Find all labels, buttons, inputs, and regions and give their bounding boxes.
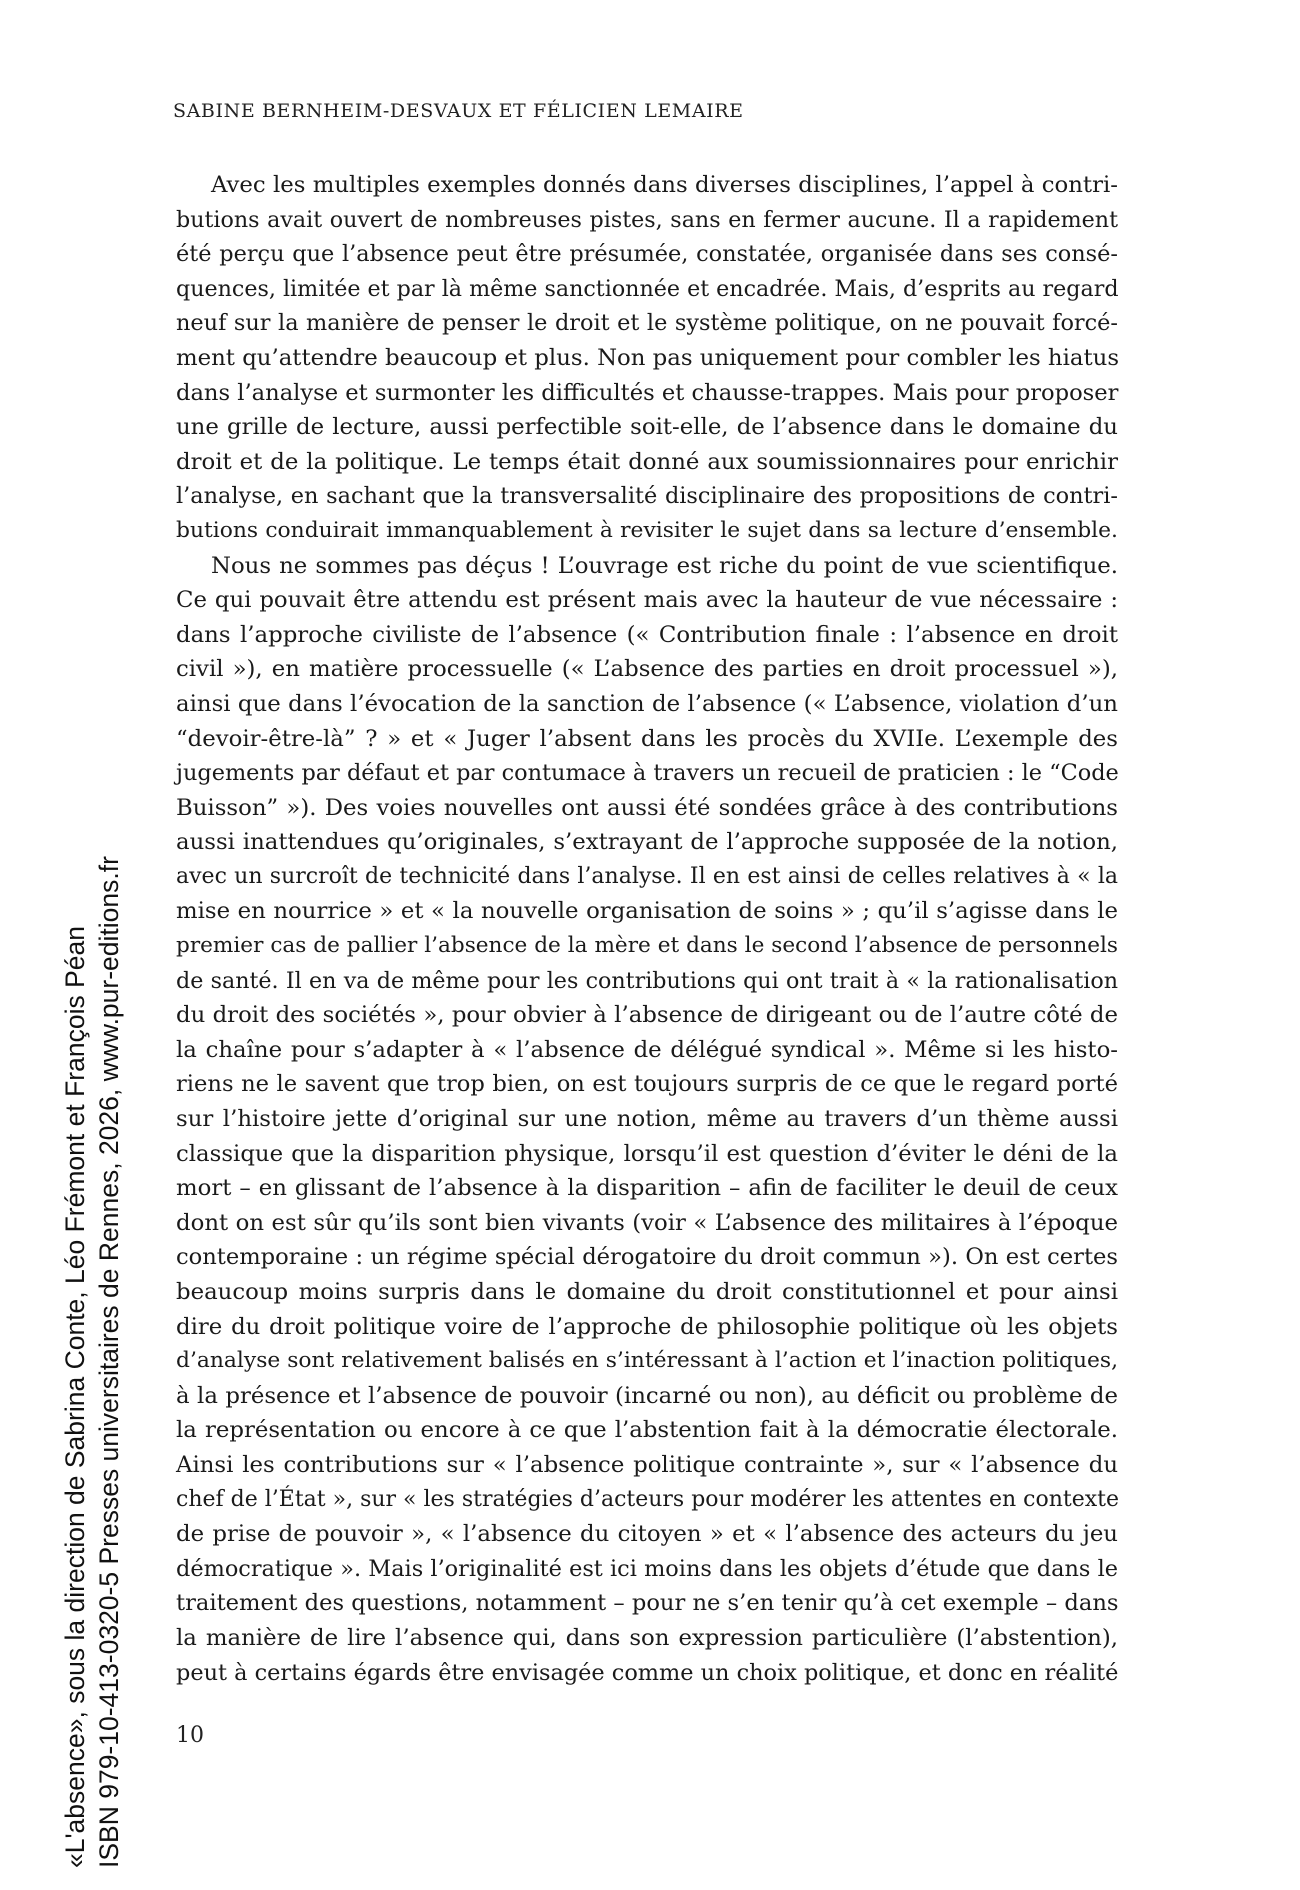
text-line: avec un surcroît de technicité dans l’analyse. Il en est ainsi de celles relatives à « la (176, 863, 1118, 889)
text-line: droit et de la politique. Le temps était donné aux soumissionnaires pour enrichir (176, 448, 1118, 475)
text-line: “devoir-être-là” ? » et « Juger l’absent dans les procès du XVIIe. L’exemple des (176, 725, 1118, 752)
running-head: SABINE BERNHEIM-DESVAUX ET FÉLICIEN LEMAIRE (173, 100, 744, 122)
text-line: classique que la disparition physique, lorsqu’il est question d’éviter le déni de la (176, 1140, 1118, 1167)
text-line: démocratique ». Mais l’originalité est ici moins dans les objets d’étude que dans le (176, 1555, 1118, 1582)
text-line: été perçu que l’absence peut être présumée, constatée, organisée dans ses consé- (176, 241, 1118, 268)
text-line: la manière de lire l’absence qui, dans son expression particulière (l’abstention), (176, 1624, 1118, 1651)
side-credit (58, 856, 126, 1868)
text-line: quences, limitée et par là même sanctionnée et encadrée. Mais, d’esprits au regard (176, 275, 1119, 302)
text-line: premier cas de pallier l’absence de la mère et dans le second l’absence de personnels (176, 933, 1118, 959)
text-line: la chaîne pour s’adapter à « l’absence de délégué syndical ». Même si les histo- (176, 1036, 1118, 1063)
text-line: Avec les multiples exemples donnés dans diverses disciplines, l’appel à contri- (211, 172, 1118, 198)
text-line: butions conduirait immanquablement à revisiter le sujet dans sa lecture d’ensemble. (176, 517, 1118, 543)
text-line: la représentation ou encore à ce que l’abstention fait à la démocratie électorale. (176, 1417, 1118, 1444)
text-line: Buisson” »). Des voies nouvelles ont aussi été sondées grâce à des contributions (176, 794, 1118, 821)
text-line: traitement des questions, notamment – pour ne s’en tenir qu’à cet exemple – dans (176, 1590, 1119, 1617)
text-line: ment qu’attendre beaucoup et plus. Non pas uniquement pour combler les hiatus (176, 344, 1120, 371)
text-line: l’analyse, en sachant que la transversalité disciplinaire des propositions de contri- (176, 483, 1118, 510)
side-credit-title: «L'absence», sous la direction de Sabrina Conte, Léo Frémont et François Péan (60, 926, 90, 1868)
text-line: de santé. Il en va de même pour les contributions qui ont trait à « la rationalisation (176, 967, 1118, 994)
text-line: jugements par défaut et par contumace à travers un recueil de praticien : le “Code (176, 760, 1119, 787)
text-line: Nous ne sommes pas déçus ! L’ouvrage est riche du point de vue scientifique. (211, 552, 1118, 579)
text-line: Ainsi les contributions sur « l’absence politique contrainte », sur « l’absence du (176, 1451, 1118, 1478)
text-line: dire du droit politique voire de l’approche de philosophie politique où les objets (176, 1313, 1118, 1340)
text-line: de prise de pouvoir », « l’absence du citoyen » et « l’absence des acteurs du jeu (176, 1521, 1118, 1548)
text-line: mort – en glissant de l’absence à la disparition – afin de faciliter le deuil de ceux (176, 1175, 1118, 1202)
text-line: civil »), en matière processuelle (« L’absence des parties en droit processuel »), (176, 656, 1118, 683)
text-line: aussi inattendues qu’originales, s’extrayant de l’approche supposée de la notion, (176, 829, 1118, 856)
text-line: dans l’analyse et surmonter les difficultés et chausse-trappes. Mais pour proposer (176, 379, 1119, 406)
text-line: butions avait ouvert de nombreuses pistes, sans en fermer aucune. Il a rapidement (176, 206, 1118, 233)
text-line: chef de l’État », sur « les stratégies d’acteurs pour modérer les attentes en contexte (176, 1486, 1119, 1512)
text-line: dans l’approche civiliste de l’absence (« Contribution finale : l’absence en droit (176, 621, 1118, 648)
text-line: du droit des sociétés », pour obvier à l’absence de dirigeant ou de l’autre côté de (176, 1002, 1118, 1029)
text-line: riens ne le savent que trop bien, on est toujours surpris de ce que le regard porté (176, 1071, 1118, 1098)
side-credit-isbn: ISBN 979-10-413-0320-5 Presses universitaires de Rennes, 2026, www.pur-editions.fr (94, 856, 124, 1868)
text-line: peut à certains égards être envisagée comme un choix politique, et donc en réalité (176, 1659, 1119, 1686)
text-line: d’analyse sont relativement balisés en s’intéressant à l’action et l’inaction politiques, (176, 1348, 1119, 1374)
text-line: sur l’histoire jette d’original sur une notion, même au travers d’un thème aussi (176, 1106, 1118, 1133)
text-line: dont on est sûr qu’ils sont bien vivants (voir « L’absence des militaires à l’époque (176, 1209, 1118, 1236)
text-line: contemporaine : un régime spécial dérogatoire du droit commun »). On est certes (176, 1244, 1118, 1271)
body-text (176, 168, 1118, 1690)
text-line: ainsi que dans l’évocation de la sanction de l’absence (« L’absence, violation d’un (176, 690, 1118, 717)
text-line: mise en nourrice » et « la nouvelle organisation de soins » ; qu’il s’agisse dans le (176, 898, 1118, 925)
text-line: beaucoup moins surpris dans le domaine du droit constitutionnel et pour ainsi (176, 1279, 1118, 1305)
text-line: à la présence et l’absence de pouvoir (incarné ou non), au déficit ou problème de (176, 1382, 1118, 1409)
text-line: Ce qui pouvait être attendu est présent mais avec la hauteur de vue nécessaire : (176, 587, 1118, 614)
text-line: une grille de lecture, aussi perfectible soit-elle, de l’absence dans le domaine du (176, 414, 1118, 441)
text-line: neuf sur la manière de penser le droit et le système politique, on ne pouvait forcé- (176, 310, 1118, 337)
page-number: 10 (176, 1723, 204, 1748)
